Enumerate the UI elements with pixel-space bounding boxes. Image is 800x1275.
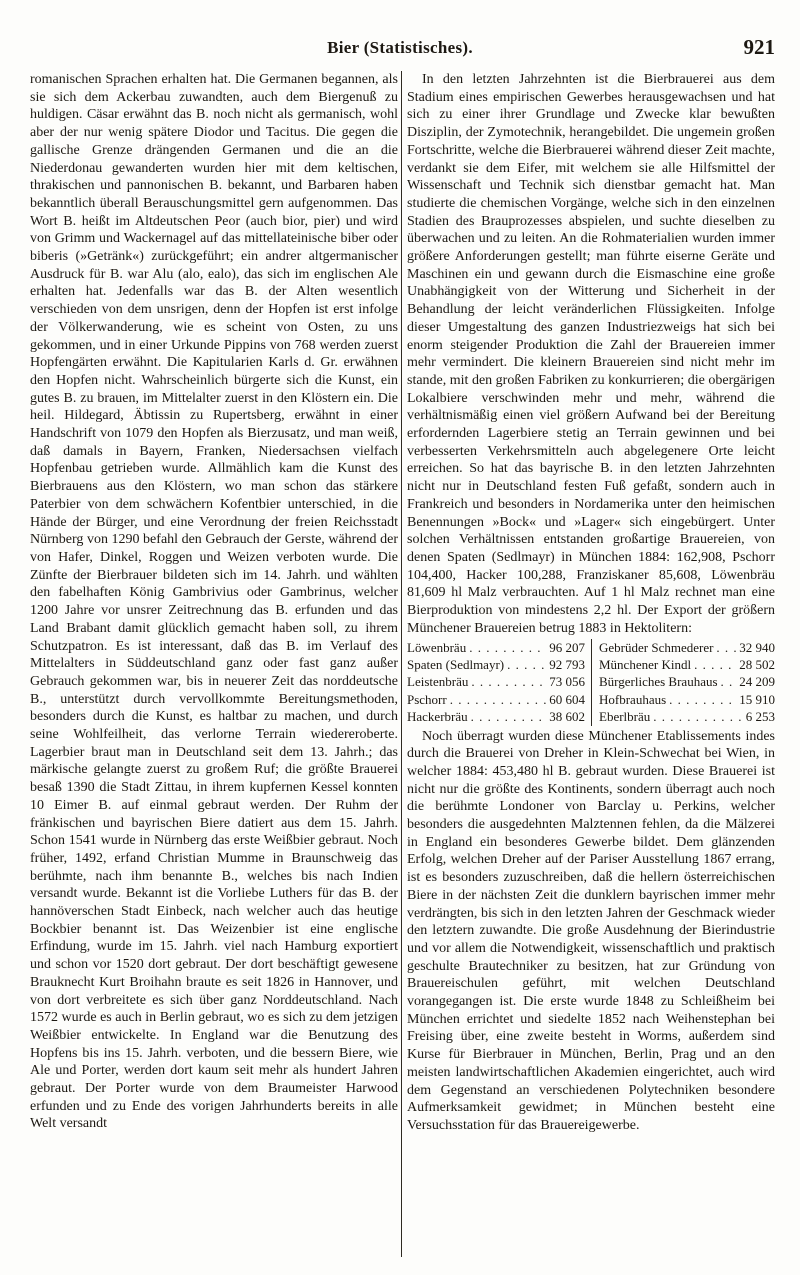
export-table-right-half — [591, 639, 775, 726]
dot-leader — [721, 673, 737, 690]
export-value: 28 502 — [739, 656, 775, 672]
table-row — [407, 673, 585, 690]
brewery-name: Leistenbräu — [407, 674, 469, 690]
page-title: Bier (Statistisches). — [327, 38, 473, 57]
dot-leader — [450, 691, 547, 708]
dot-leader — [471, 673, 546, 690]
export-value: 6 253 — [745, 709, 775, 725]
dot-leader — [507, 656, 546, 673]
table-row — [407, 656, 585, 673]
table-row — [407, 691, 585, 708]
export-value: 24 209 — [739, 674, 775, 690]
table-row — [599, 639, 775, 656]
export-table-left-half — [407, 639, 591, 726]
export-table — [407, 639, 775, 726]
dot-leader — [471, 708, 547, 725]
left-column — [30, 71, 398, 1257]
brewery-name: Spaten (Sedlmayr) — [407, 656, 505, 672]
brewery-name: Pschorr — [407, 691, 447, 707]
export-value: 96 207 — [549, 639, 585, 655]
export-value: 32 940 — [739, 639, 775, 655]
brewery-name: Bürgerliches Brauhaus — [599, 674, 718, 690]
table-row — [599, 708, 775, 725]
dot-leader — [653, 708, 742, 725]
left-column-text: romanischen Sprachen erhalten hat. Die Germanen begannen, als sie sich dem Ackerbau zuwandten, auch dem Biergenuß zu huldigen. Cäsar erwähnt das B. noch nicht als germanisch, wohl aber der nur wenig spätere Diodor und Tacitus. Die gegen die gallische Grenze drängenden Germanen und die an die Niederdonau gewanderten wurden hier mit dem keltischen, thrakischen und pannonischen B. bekannt, und Barbaren haben bekanntlich überall Berauschungsmittel gern aufgenommen. Das Wort B. heißt im Altdeutschen Peor (auch bior, pier) und wird von Grimm und Wackernagel auf das mittellateinische biber oder biberis (»Getränk«) zurückgeführt; ein andrer altgermanischer Ausdruck für B. war Alu (alo, ealo), das sich im englischen Ale erhalten hat. Jedenfalls war das B. der Alten wesentlich verschieden von dem unsrigen, denn der Hopfen ist erst infolge der Völkerwanderung, wie es scheint von Osten, zu uns gekommen, und in einer Urkunde Pippins von 768 werden zuerst Hopfengärten erwähnt. Die Kapitularien Karls d. Gr. erwähnen den Hopfen nicht. Wahrscheinlich bürgerte sich die Kunst, ein gutes B. zu brauen, im Mittelalter zuerst in den Klöstern ein. Die heil. Hildegard, Äbtissin zu Rupertsberg, erwähnt in einer Handschrift von 1079 den Hopfen als Bierzusatz, und man weiß, daß damals in Bayern, Franken, Niedersachsen vielfach Hopfenbau getrieben wurde. Allmählich kam die Kunst des Bierbrauens aus den Klöstern, wo man schon das stärkere Paterbier von dem schwächern Kofentbier unterschied, in die Hände der Bürger, und eine Verordnung der freien Reichsstadt Nürnberg von 1290 befahl den Gebrauch der Gerste, während der von Hafer, Dinkel, Roggen und Weizen verboten wurde. Die Zünfte der Bierbrauer bildeten sich im 14. Jahrh. und wählten den fabelhaften König Gambrivius oder Gambrinus, welcher 1200 Jahre vor unsrer Zeitrechnung das B. erfunden und das Land Brabant damit glücklich gemacht haben soll, zu ihrem Schutzpatron. Es ist interessant, daß das B. im Verlauf des Mittelalters in Süddeutschland ganz oder fast ganz außer Gebrauch gekommen war, bis in neuerer Zeit das norddeutsche B., unterstützt durch vervollkommte Bereitungsmethoden, besonders durch die Kunst, es haltbar zu machen, und durch seine Wohlfeilheit, das verlorne Terrain wiedereroberte. Lagerbier braut man in Deutschland seit dem 13. Jahrh.; das märkische gelangte zuerst zu großem Ruf; die größte Brauerei besaß 1390 die Stadt Zittau, in ihrem kupfernen Kessel konnten 10 Eimer B. auf einmal gebraut werden. Der Ruhm der fränkischen und bayrischen Biere datiert aus dem 15. Jahrh. Schon 1541 wurde in Nürnberg das erste Weißbier gebraut. Noch früher, 1492, erfand Christian Mumme in Braunschweig das berühmte, nach ihm benannte B., welches bis nach Indien versandt wurde. Bekannt ist die Vorliebe Luthers für das B. der hannöverschen Stadt Einbeck, nach welcher auch das heutige Bockbier benannt ist. Das Weizenbier ist eine englische Erfindung, wurde im 15. Jahrh. viel nach Hamburg exportiert und schon vor 1520 dort gebraut. Der dort beschäftigt gewesene Brauknecht Kurt Broihahn braute es seit 1826 in Hannover, und von dort verbreitete es sich über ganz Norddeutschland. Nach 1572 wurde es auch in Berlin gebraut, wo es sich zu dem jetzigen Weißbier entwickelte. In England war die Benutzung des Hopfens bis ins 15. Jahrh. verboten, und die bessern Biere, wie Ale und Porter, werden dort kaum seit mehr als hundert Jahren gebraut. Der Porter wurde von dem Braumeister Harwood erfunden und zu Ende des vorigen Jahrhunderts bereits in alle Welt versandt — [30, 72, 398, 1132]
right-column-dreher-paragraph: Noch überragt wurden diese Münchener Etablissements indes durch die Brauerei von Dreher in Klein-Schwechat bei Wien, in welcher 1884: 453,480 hl B. gebraut wurden. Diese Brauerei ist nicht nur die größte des Kontinents, sondern überragt auch noch die berühmte Londoner von Barclay u. Perkins, welcher besonders die ausgedehnten Malztennen fehlen, da die Mälzerei in England ein besonderes Gewerbe bildet. Dem glänzenden Erfolg, welchen Dreher auf der Pariser Ausstellung 1867 errang, ist es besonders zuzuschreiben, daß die hellern österreichischen Biere in der nächsten Zeit die dunklern bayrischen immer mehr verdrängten, bis sich in den letzten Jahren der Geschmack wieder den letztern zuwandte. Die große Ausdehnung der Bierindustrie und vor allem die Notwendigkeit, wissenschaftlich und praktisch geschulte Brautechniker zu besitzen, hat zur Gründung von Brauereischulen geführt, mit welchen Deutschland vorangegangen ist. Die erste wurde 1848 zu Schleißheim bei München errichtet und siedelte 1852 nach Weihenstephan bei Freising über, eine zweite besteht in Worms, außerdem sind Kurse für Bierbrauer in München, Berlin, Prag und an den meisten landwirtschaftlichen Akademien eingerichtet, auch wird dem Gegenstand an verschiedenen Polytechniken besondere Aufmerksamkeit gewidmet; in München besteht eine Versuchsstation für das Brauereigewerbe. — [407, 728, 775, 1133]
table-row — [407, 639, 585, 656]
right-column-intro-paragraph: In den letzten Jahrzehnten ist die Bierbrauerei aus dem Stadium eines empirischen Gewerbes herausgewachsen und hat sich zu einer ihrer Grundlage und Zwecke klar bewußten Disziplin, der Zymotechnik, herangebildet. Die ungemein großen Fortschritte, welche die Bierbrauerei während dieser Zeit machte, verdankt sie dem Eifer, mit welchem sie alle Hilfsmittel der Wissenschaft und Technik sich dienstbar gemacht hat. Man studierte die chemischen Vorgänge, welche sich in den einzelnen Stadien des Brauprozesses abspielen, und suchte dieselben zu überwachen und zu leiten. An die Rohmaterialien wurden immer größere Anforderungen gestellt; man führte eiserne Geräte und Maschinen ein und gewann durch die Eismaschine eine große Unabhängigkeit von der Witterung und Sicherheit in der Behandlung der leicht veränderlichen Flüssigkeiten. Infolge dieser Umgestaltung des ganzen Industriezweigs hat sich bei enorm steigender Produktion die Zahl der Brauereien immer mehr vermindert. Die kleinern Brauereien sind nicht mehr im stande, mit den großen Fabriken zu konkurrieren; die obergärigen Lokalbiere verschwinden mehr und mehr, während die verhältnismäßig einen viel größern Aufwand bei der Bereitung erfordernden Lagerbiere stetig an Terrain gewinnen und bei verbesserten Verkehrsmitteln auch abgelegenere Orte leicht erreichen. So hat das bayrische B. in den letzten Jahrzehnten nicht nur in Deutschland festen Fuß gefaßt, sondern auch in Frankreich und besonders in Nordamerika unter den heimischen Benennungen »Bock« und »Lager« sich eingebürgert. Unter solchen Verhältnissen entstanden großartige Brauereien, von denen Spaten (Sedlmayr) in München 1884: 162,908, Pschorr 104,400, Hacker 100,288, Franziskaner 85,608, Löwenbräu 81,609 hl Malz verbrauchten. Auf 1 hl Malz rechnet man eine Bierproduktion von mindestens 2,2 hl. Der Export der größern Münchener Brauereien betrug 1883 in Hektolitern: — [407, 72, 775, 636]
brewery-name: Eberlbräu — [599, 709, 651, 725]
column-divider — [401, 71, 402, 1257]
dot-leader — [716, 639, 736, 656]
dot-leader — [669, 691, 736, 708]
brewery-name: Gebrüder Schmederer — [599, 639, 714, 655]
brewery-name: Hackerbräu — [407, 709, 468, 725]
table-row — [599, 673, 775, 690]
export-value: 60 604 — [549, 691, 585, 707]
export-value: 15 910 — [739, 691, 775, 707]
brewery-name: Löwenbräu — [407, 639, 467, 655]
brewery-name: Hofbrauhaus — [599, 691, 667, 707]
export-value: 38 602 — [549, 709, 585, 725]
brewery-name: Münchener Kindl — [599, 656, 692, 672]
export-value: 92 793 — [549, 656, 585, 672]
table-row — [407, 708, 585, 725]
right-column — [407, 71, 775, 1257]
table-row — [599, 656, 775, 673]
dot-leader — [694, 656, 736, 673]
dot-leader — [469, 639, 546, 656]
page-header — [0, 35, 800, 66]
text-columns — [30, 71, 775, 1257]
table-row — [599, 691, 775, 708]
page-number: 921 — [743, 35, 775, 59]
export-value: 73 056 — [549, 674, 585, 690]
